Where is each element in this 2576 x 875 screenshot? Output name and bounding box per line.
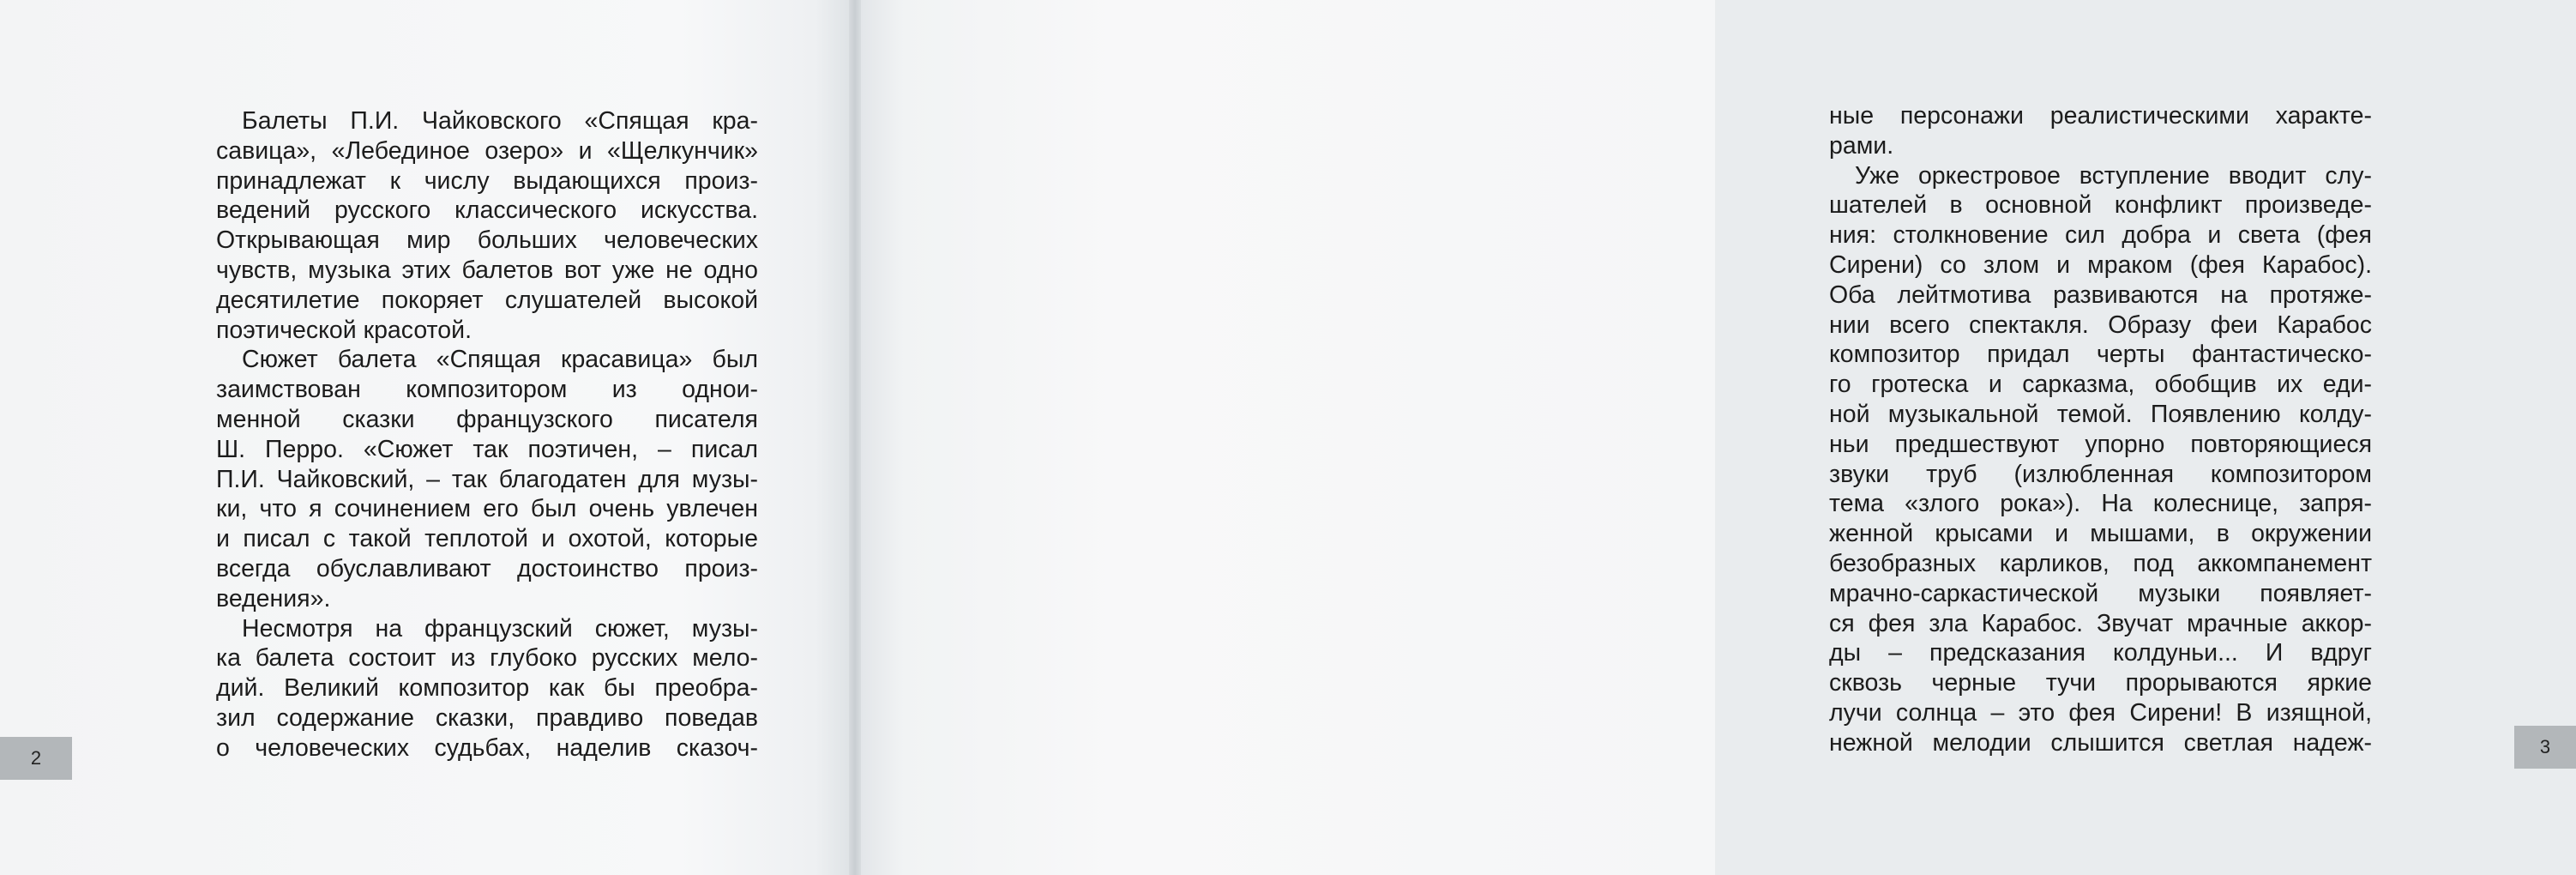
text-line: Ш. Перро. «Сюжет так поэтичен, – писал xyxy=(216,435,758,463)
page-number-left: 2 xyxy=(0,737,72,780)
text-line: женной крысами и мышами, в окружении xyxy=(1829,520,2372,548)
book-gutter xyxy=(849,0,861,875)
text-line: ся фея зла Карабос. Звучат мрачные аккор- xyxy=(1829,609,2372,637)
text-line: тема «злого рока»). На колеснице, запря- xyxy=(1829,490,2372,518)
right-page xyxy=(861,0,2551,875)
text-line: Уже оркестровое вступление вводит слу- xyxy=(1855,161,2372,190)
text-line: рами. xyxy=(1829,131,1894,160)
text-line: десятилетие покоряет слушателей высокой xyxy=(216,286,758,314)
text-line: звуки труб (излюбленная композитором xyxy=(1829,460,2372,488)
text-line: Сирени) со злом и мраком (фея Карабос). xyxy=(1829,250,2372,279)
text-line: П.И. Чайковский, – так благодатен для музы- xyxy=(216,465,758,493)
text-line: ки, что я сочинением его был очень увлечен xyxy=(216,495,758,523)
text-line: лучи солнца – это фея Сирени! В изящной, xyxy=(1829,698,2372,727)
text-line: ведений русского классического искусства. xyxy=(216,196,758,225)
text-line: нии всего спектакля. Образу феи Карабос xyxy=(1829,311,2372,339)
right-page-text xyxy=(1829,101,2372,758)
text-line: ньи предшествуют упорно повторяющиеся xyxy=(1829,430,2372,458)
text-line: шателей в основной конфликт произведе- xyxy=(1829,191,2372,220)
text-line: Оба лейтмотива развиваются на протяже- xyxy=(1829,281,2372,309)
text-line: сквозь черные тучи прорываются яркие xyxy=(1829,669,2372,697)
text-line: Сюжет балета «Спящая красавица» был xyxy=(242,346,758,374)
text-line: Открывающая мир больших человеческих xyxy=(216,226,758,255)
text-line: ния: столкновение сил добра и света (фея xyxy=(1829,221,2372,250)
text-line: поэтической красотой. xyxy=(216,316,472,344)
text-line: Балеты П.И. Чайковского «Спящая кра- xyxy=(242,107,758,135)
left-page-text xyxy=(216,106,758,763)
text-line: всегда обуславливают достоинство произ- xyxy=(216,554,758,582)
page-number-right: 3 xyxy=(2514,726,2576,769)
text-line: принадлежат к числу выдающихся произ- xyxy=(216,166,758,195)
text-line: зил содержание сказки, правдиво поведав xyxy=(216,703,758,732)
text-line: заимствован композитором из однои- xyxy=(216,376,758,404)
text-line: мрачно-саркастической музыки появляет- xyxy=(1829,579,2372,607)
left-page xyxy=(0,0,849,875)
text-line: нежной мелодии слышится светлая надеж- xyxy=(1829,728,2372,757)
text-line: ка балета состоит из глубоко русских мело- xyxy=(216,644,758,673)
text-line: менной сказки французского писателя xyxy=(216,405,758,433)
text-line: композитор придал черты фантастическо- xyxy=(1829,341,2372,369)
text-line: ды – предсказания колдуньи... И вдруг xyxy=(1829,639,2372,667)
text-line: ные персонажи реалистическими характе- xyxy=(1829,102,2372,130)
text-line: ведения». xyxy=(216,584,331,612)
text-line: дий. Великий композитор как бы преобра- xyxy=(216,674,758,703)
text-line: го гротеска и сарказма, обобщив их еди- xyxy=(1829,371,2372,399)
text-line: о человеческих судьбах, наделив сказоч- xyxy=(216,733,758,762)
text-line: и писал с такой теплотой и охотой, которые xyxy=(216,525,758,553)
text-line: чувств, музыка этих балетов вот уже не одно xyxy=(216,256,758,284)
text-line: савица», «Лебединое озеро» и «Щелкунчик» xyxy=(216,136,758,165)
text-line: ной музыкальной темой. Появлению колду- xyxy=(1829,400,2372,428)
text-line: безобразных карликов, под аккомпанемент xyxy=(1829,549,2372,577)
text-line: Несмотря на французский сюжет, музы- xyxy=(242,614,758,643)
